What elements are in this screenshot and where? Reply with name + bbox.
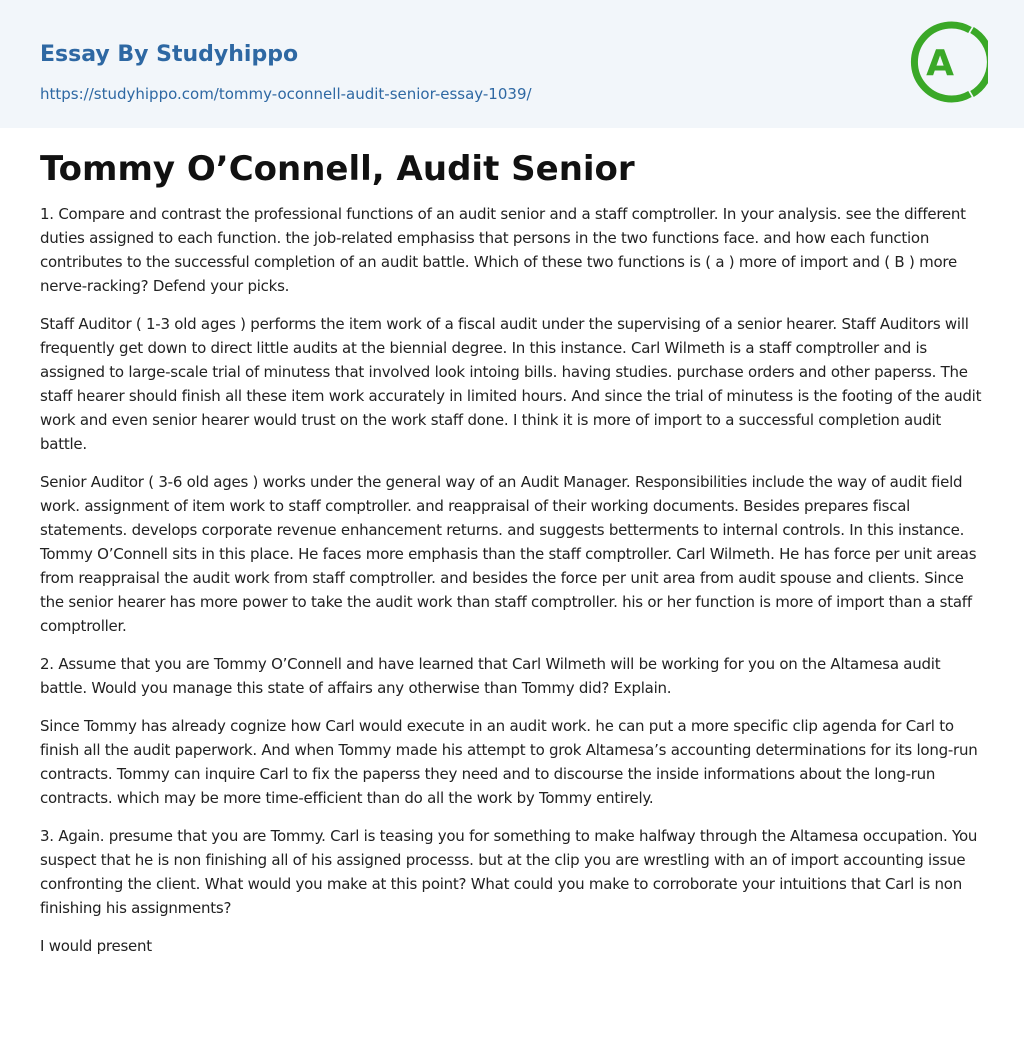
studyhippo-logo-icon[interactable] — [910, 18, 988, 106]
essay-url-link[interactable]: https://studyhippo.com/tommy-oconnell-audit-senior-essay-1039/ — [40, 85, 532, 103]
essay-paragraph: 1. Compare and contrast the professional functions of an audit senior and a staff comptroller. In your analysis. see the different duties assigned to each function. the job-related emphasiss that persons in the two functions face. and how each function contributes to the successful completion of an audit battle. Which of these two functions is ( a ) more of import and ( B ) more nerve-racking? Defend your picks. — [40, 205, 966, 295]
site-header — [0, 0, 1024, 128]
logo-letter: A — [926, 43, 954, 84]
essay-paragraph: Staff Auditor ( 1-3 old ages ) performs the item work of a fiscal audit under the supervising of a senior hearer. Staff Auditors will frequently get down to direct little audits at the biennial degree. In this instance. Carl Wilmeth is a staff comptroller and is assigned to large-scale trial of minutess that involved look intoing bills. having studies. purchase orders and other paperss. The staff hearer should finish all these item work accurately in limited hours. And since the trial of minutess is the footing of the audit work and even senior hearer would trust on the work staff done. I think it is more of import to a successful completion audit battle. — [40, 315, 982, 453]
essay-paragraph: Senior Auditor ( 3-6 old ages ) works under the general way of an Audit Manager. Responsibilities include the way of audit field work. assignment of item work to staff comptroller. and reappraisal of their working documents. Besides prepares fiscal statements. develops corporate revenue enhancement returns. and suggests betterments to internal controls. In this instance. Tommy O’Connell sits in this place. He faces more emphasis than the staff comptroller. Carl Wilmeth. He has force per unit areas from reappraisal the audit work from staff comptroller. and besides the force per unit area from audit spouse and clients. Since the senior hearer has more power to take the audit work than staff comptroller. his or her function is more of import than a staff comptroller. — [40, 473, 977, 635]
essay-paragraph: I would present — [40, 937, 152, 955]
essay-paragraph: 3. Again. presume that you are Tommy. Carl is teasing you for something to make halfway through the Altamesa occupation. You suspect that he is non finishing all of his assigned processs. but at the clip you are wrestling with an of import accounting issue confronting the client. What would you make at this point? What could you make to corroborate your intuitions that Carl is non finishing his assignments? — [40, 827, 978, 917]
essay-paragraph: Since Tommy has already cognize how Carl would execute in an audit work. he can put a more specific clip agenda for Carl to finish all the audit paperwork. And when Tommy made his attempt to grok Altamesa’s accounting determinations for its long-run contracts. Tommy can inquire Carl to fix the paperss they need and to discourse the inside informations about the long-run contracts. which may be more time-efficient than do all the work by Tommy entirely. — [40, 717, 978, 807]
essay-content — [40, 140, 985, 958]
essay-paragraph: 2. Assume that you are Tommy O’Connell and have learned that Carl Wilmeth will be working for you on the Altamesa audit battle. Would you manage this state of affairs any otherwise than Tommy did? Explain. — [40, 655, 941, 697]
essay-title: Tommy O’Connell, Audit Senior — [40, 149, 635, 189]
site-brand[interactable]: Essay By Studyhippo — [40, 42, 299, 67]
